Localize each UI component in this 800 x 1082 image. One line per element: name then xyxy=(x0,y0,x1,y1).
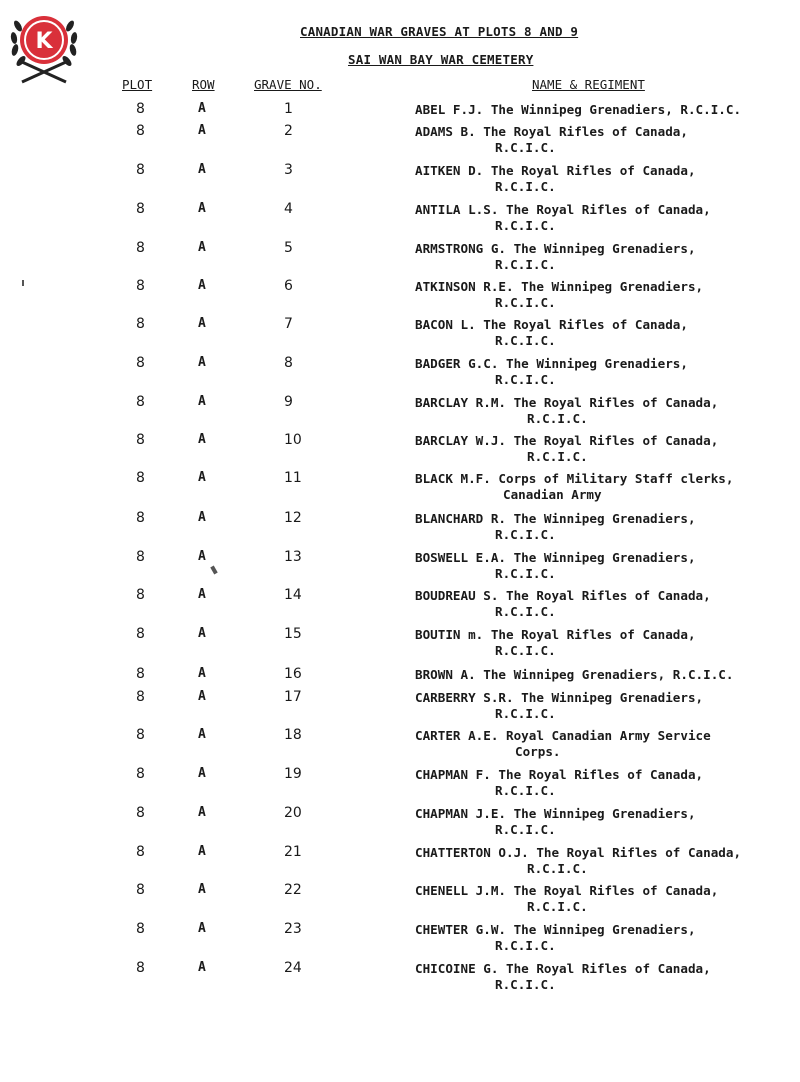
name-regiment-cell xyxy=(415,845,741,876)
name-regiment-cell xyxy=(415,550,696,581)
name-line: BOUTIN m. The Royal Rifles of Canada, xyxy=(415,627,696,642)
name-regiment-cell xyxy=(415,279,703,310)
name-line: CHENELL J.M. The Royal Rifles of Canada, xyxy=(415,883,719,898)
grave-number-cell: 14 xyxy=(284,587,302,603)
row-cell: A xyxy=(198,432,206,447)
grave-number-cell: 20 xyxy=(284,805,302,821)
table-row xyxy=(0,549,800,589)
row-cell: A xyxy=(198,960,206,975)
name-line: ABEL F.J. The Winnipeg Grenadiers, R.C.I.C. xyxy=(415,102,742,117)
name-line: CHAPMAN F. The Royal Rifles of Canada, xyxy=(415,767,704,782)
table-row xyxy=(0,844,800,884)
regiment-continuation-line: R.C.I.C. xyxy=(495,294,556,310)
name-line: BADGER G.C. The Winnipeg Grenadiers, xyxy=(415,356,688,371)
regiment-continuation-line: R.C.I.C. xyxy=(495,332,556,348)
row-cell: A xyxy=(198,882,206,897)
name-line: BROWN A. The Winnipeg Grenadiers, R.C.I.C. xyxy=(415,667,734,682)
name-regiment-cell xyxy=(415,667,733,683)
row-cell: A xyxy=(198,316,206,331)
table-row xyxy=(0,921,800,961)
table-row xyxy=(0,240,800,280)
row-cell: A xyxy=(198,921,206,936)
table-row xyxy=(0,355,800,395)
grave-number-cell: 23 xyxy=(284,921,302,937)
wreath-logo-icon xyxy=(8,6,80,84)
name-line: BOSWELL E.A. The Winnipeg Grenadiers, xyxy=(415,550,696,565)
regiment-continuation-line: Corps. xyxy=(515,743,561,759)
table-row xyxy=(0,432,800,472)
row-cell: A xyxy=(198,394,206,409)
plot-cell: 8 xyxy=(136,394,145,410)
plot-cell: 8 xyxy=(136,882,145,898)
row-cell: A xyxy=(198,666,206,681)
regiment-continuation-line: R.C.I.C. xyxy=(495,937,556,953)
name-regiment-cell xyxy=(415,102,741,118)
plot-cell: 8 xyxy=(136,921,145,937)
grave-number-cell: 4 xyxy=(284,201,293,217)
row-cell: A xyxy=(198,470,206,485)
table-row xyxy=(0,766,800,806)
regiment-continuation-line: R.C.I.C. xyxy=(495,705,556,721)
name-regiment-cell xyxy=(415,395,718,426)
regiment-continuation-line: R.C.I.C. xyxy=(495,565,556,581)
name-line: BOUDREAU S. The Royal Rifles of Canada, xyxy=(415,588,711,603)
document-subtitle: SAI WAN BAY WAR CEMETERY xyxy=(348,52,534,67)
table-row xyxy=(0,470,800,510)
name-line: BARCLAY W.J. The Royal Rifles of Canada, xyxy=(415,433,719,448)
regiment-continuation-line: R.C.I.C. xyxy=(527,898,588,914)
table-row xyxy=(0,689,800,729)
name-regiment-cell xyxy=(415,728,711,759)
regiment-continuation-line: R.C.I.C. xyxy=(495,217,556,233)
name-line: ATKINSON R.E. The Winnipeg Grenadiers, xyxy=(415,279,704,294)
name-line: CHAPMAN J.E. The Winnipeg Grenadiers, xyxy=(415,806,696,821)
name-regiment-cell xyxy=(415,961,711,992)
plot-cell: 8 xyxy=(136,587,145,603)
row-cell: A xyxy=(198,355,206,370)
table-row xyxy=(0,316,800,356)
grave-number-cell: 5 xyxy=(284,240,293,256)
column-header-name: NAME & REGIMENT xyxy=(532,77,645,92)
name-regiment-cell xyxy=(415,471,733,502)
regiment-continuation-line: R.C.I.C. xyxy=(495,256,556,272)
table-row xyxy=(0,727,800,767)
name-regiment-cell xyxy=(415,433,718,464)
grave-number-cell: 9 xyxy=(284,394,293,410)
name-regiment-cell xyxy=(415,241,696,272)
name-line: BLANCHARD R. The Winnipeg Grenadiers, xyxy=(415,511,696,526)
name-regiment-cell xyxy=(415,627,696,658)
name-line: BLACK M.F. Corps of Military Staff clerks, xyxy=(415,471,734,486)
row-cell: A xyxy=(198,240,206,255)
row-cell: A xyxy=(198,727,206,742)
grave-number-cell: 1 xyxy=(284,101,293,117)
name-line: ANTILA L.S. The Royal Rifles of Canada, xyxy=(415,202,711,217)
regiment-continuation-line: R.C.I.C. xyxy=(495,371,556,387)
regiment-continuation-line: R.C.I.C. xyxy=(495,526,556,542)
row-cell: A xyxy=(198,201,206,216)
plot-cell: 8 xyxy=(136,355,145,371)
name-regiment-cell xyxy=(415,883,718,914)
name-regiment-cell xyxy=(415,356,688,387)
grave-number-cell: 11 xyxy=(284,470,302,486)
grave-number-cell: 18 xyxy=(284,727,302,743)
regiment-continuation-line: Canadian Army xyxy=(503,486,602,502)
plot-cell: 8 xyxy=(136,960,145,976)
name-line: BARCLAY R.M. The Royal Rifles of Canada, xyxy=(415,395,719,410)
table-row xyxy=(0,626,800,666)
grave-number-cell: 3 xyxy=(284,162,293,178)
name-regiment-cell xyxy=(415,202,711,233)
table-row xyxy=(0,882,800,922)
grave-number-cell: 15 xyxy=(284,626,302,642)
table-row xyxy=(0,201,800,241)
row-cell: A xyxy=(198,278,206,293)
row-cell: A xyxy=(198,689,206,704)
row-cell: A xyxy=(198,805,206,820)
grave-number-cell: 8 xyxy=(284,355,293,371)
regiment-continuation-line: R.C.I.C. xyxy=(495,821,556,837)
column-header-plot: PLOT xyxy=(122,77,153,92)
row-cell: A xyxy=(198,123,206,138)
name-line: CHEWTER G.W. The Winnipeg Grenadiers, xyxy=(415,922,696,937)
name-regiment-cell xyxy=(415,806,696,837)
plot-cell: 8 xyxy=(136,316,145,332)
table-row xyxy=(0,123,800,163)
plot-cell: 8 xyxy=(136,805,145,821)
row-cell: A xyxy=(198,766,206,781)
row-cell: A xyxy=(198,510,206,525)
regiment-continuation-line: R.C.I.C. xyxy=(527,410,588,426)
grave-number-cell: 22 xyxy=(284,882,302,898)
row-cell: A xyxy=(198,549,206,564)
name-regiment-cell xyxy=(415,690,703,721)
svg-text:K: K xyxy=(35,29,53,54)
name-regiment-cell xyxy=(415,588,711,619)
logo xyxy=(8,6,80,84)
name-line: ARMSTRONG G. The Winnipeg Grenadiers, xyxy=(415,241,696,256)
name-line: CHATTERTON O.J. The Royal Rifles of Canada, xyxy=(415,845,742,860)
plot-cell: 8 xyxy=(136,844,145,860)
table-row xyxy=(0,510,800,550)
name-line: AITKEN D. The Royal Rifles of Canada, xyxy=(415,163,696,178)
regiment-continuation-line: R.C.I.C. xyxy=(495,139,556,155)
plot-cell: 8 xyxy=(136,201,145,217)
grave-number-cell: 24 xyxy=(284,960,302,976)
grave-number-cell: 17 xyxy=(284,689,302,705)
column-header-row: ROW xyxy=(192,77,215,92)
plot-cell: 8 xyxy=(136,549,145,565)
table-row xyxy=(0,162,800,202)
grave-number-cell: 6 xyxy=(284,278,293,294)
table-row xyxy=(0,278,800,318)
plot-cell: 8 xyxy=(136,101,145,117)
regiment-continuation-line: R.C.I.C. xyxy=(527,448,588,464)
name-regiment-cell xyxy=(415,124,688,155)
name-line: CHICOINE G. The Royal Rifles of Canada, xyxy=(415,961,711,976)
plot-cell: 8 xyxy=(136,240,145,256)
regiment-continuation-line: R.C.I.C. xyxy=(495,603,556,619)
regiment-continuation-line: R.C.I.C. xyxy=(495,642,556,658)
plot-cell: 8 xyxy=(136,689,145,705)
table-row xyxy=(0,960,800,1000)
scan-mark xyxy=(22,280,24,286)
row-cell: A xyxy=(198,101,206,116)
plot-cell: 8 xyxy=(136,727,145,743)
document-title: CANADIAN WAR GRAVES AT PLOTS 8 AND 9 xyxy=(300,24,579,39)
plot-cell: 8 xyxy=(136,766,145,782)
table-row xyxy=(0,805,800,845)
plot-cell: 8 xyxy=(136,162,145,178)
grave-number-cell: 10 xyxy=(284,432,302,448)
plot-cell: 8 xyxy=(136,666,145,682)
row-cell: A xyxy=(198,587,206,602)
grave-number-cell: 19 xyxy=(284,766,302,782)
grave-number-cell: 13 xyxy=(284,549,302,565)
row-cell: A xyxy=(198,162,206,177)
name-regiment-cell xyxy=(415,922,696,953)
name-regiment-cell xyxy=(415,511,696,542)
regiment-continuation-line: R.C.I.C. xyxy=(495,178,556,194)
regiment-continuation-line: R.C.I.C. xyxy=(495,976,556,992)
grave-number-cell: 21 xyxy=(284,844,302,860)
grave-number-cell: 16 xyxy=(284,666,302,682)
name-regiment-cell xyxy=(415,767,703,798)
plot-cell: 8 xyxy=(136,432,145,448)
plot-cell: 8 xyxy=(136,510,145,526)
table-row xyxy=(0,394,800,434)
plot-cell: 8 xyxy=(136,626,145,642)
name-line: CARTER A.E. Royal Canadian Army Service xyxy=(415,728,711,743)
name-line: CARBERRY S.R. The Winnipeg Grenadiers, xyxy=(415,690,704,705)
name-regiment-cell xyxy=(415,163,696,194)
row-cell: A xyxy=(198,626,206,641)
grave-number-cell: 2 xyxy=(284,123,293,139)
grave-number-cell: 7 xyxy=(284,316,293,332)
grave-number-cell: 12 xyxy=(284,510,302,526)
table-row xyxy=(0,587,800,627)
name-regiment-cell xyxy=(415,317,688,348)
plot-cell: 8 xyxy=(136,470,145,486)
plot-cell: 8 xyxy=(136,278,145,294)
name-line: ADAMS B. The Royal Rifles of Canada, xyxy=(415,124,688,139)
row-cell: A xyxy=(198,844,206,859)
plot-cell: 8 xyxy=(136,123,145,139)
column-header-grave: GRAVE NO. xyxy=(254,77,322,92)
regiment-continuation-line: R.C.I.C. xyxy=(495,782,556,798)
regiment-continuation-line: R.C.I.C. xyxy=(527,860,588,876)
name-line: BACON L. The Royal Rifles of Canada, xyxy=(415,317,688,332)
